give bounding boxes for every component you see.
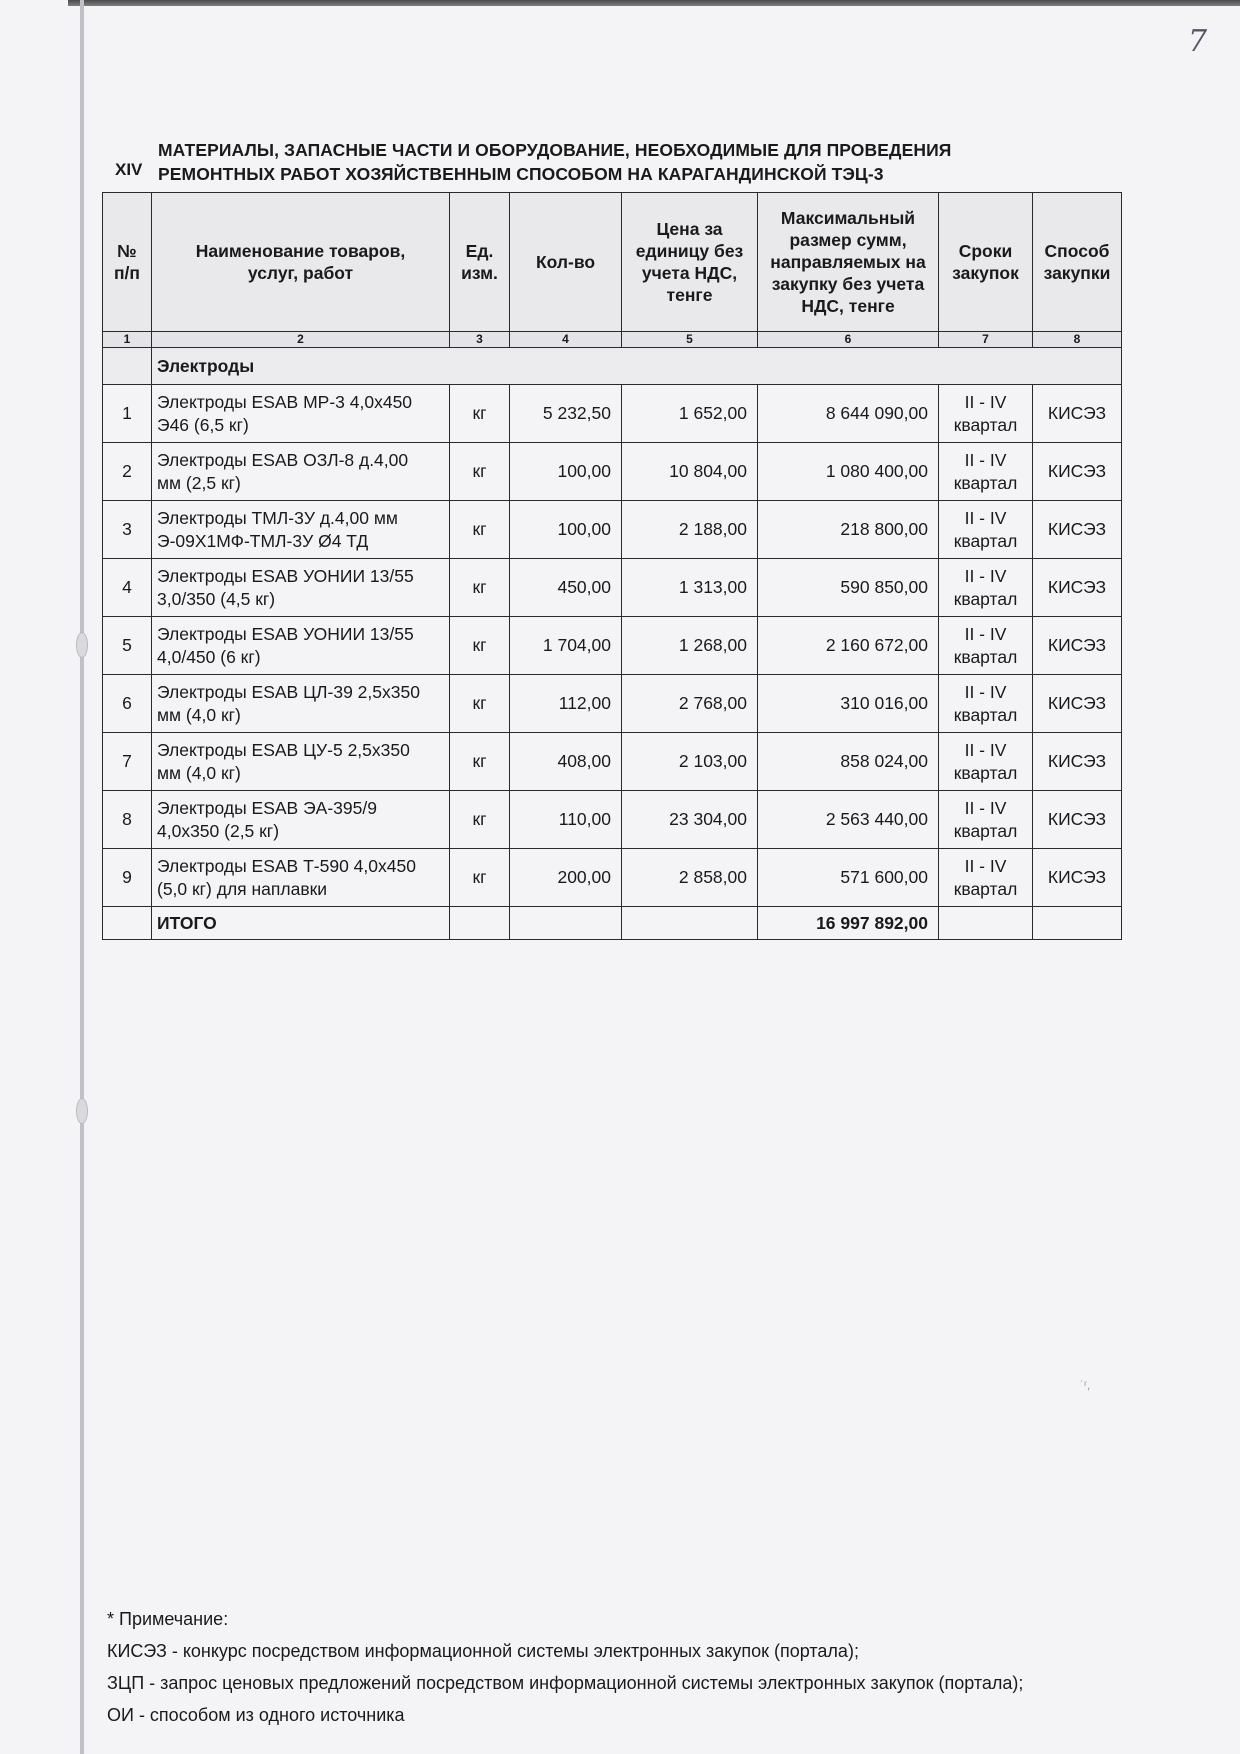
total-sum: 16 997 892,00 [758, 907, 939, 940]
item-sum: 571 600,00 [758, 849, 939, 907]
table-row [103, 849, 1122, 907]
item-name-line: 4,0х350 (2,5 кг) [157, 820, 280, 841]
item-price: 23 304,00 [622, 791, 758, 849]
item-method: КИСЭЗ [1033, 849, 1122, 907]
item-method: КИСЭЗ [1033, 791, 1122, 849]
column-number: 4 [510, 332, 622, 348]
header-period: Сроки закупок [939, 193, 1033, 332]
item-quantity: 100,00 [510, 443, 622, 501]
item-quantity: 1 704,00 [510, 617, 622, 675]
item-name-line: Электроды ESAB УОНИИ 13/55 [157, 565, 414, 586]
table-row [103, 617, 1122, 675]
scan-specks: ˙ʳ, [1080, 1378, 1091, 1392]
item-name-line: Электроды ESAB ОЗЛ-8 д.4,00 [157, 449, 409, 470]
item-name-line: 4,0/450 (6 кг) [157, 646, 261, 667]
row-number: 1 [103, 385, 152, 443]
item-sum: 2 160 672,00 [758, 617, 939, 675]
column-number: 3 [450, 332, 510, 348]
item-name [152, 733, 450, 791]
item-period: II - IV квартал [939, 849, 1033, 907]
table-row [103, 733, 1122, 791]
item-sum: 310 016,00 [758, 675, 939, 733]
row-number: 8 [103, 791, 152, 849]
materials-table [102, 192, 1122, 940]
item-name [152, 849, 450, 907]
row-number: 3 [103, 501, 152, 559]
item-quantity: 110,00 [510, 791, 622, 849]
punch-hole [76, 632, 88, 658]
item-sum: 1 080 400,00 [758, 443, 939, 501]
group-label: Электроды [152, 348, 1122, 385]
item-sum: 590 850,00 [758, 559, 939, 617]
table-row [103, 385, 1122, 443]
row-number: 4 [103, 559, 152, 617]
item-method: КИСЭЗ [1033, 733, 1122, 791]
header-unit-price: Цена за единицу без учета НДС, тенге [622, 193, 758, 332]
column-number: 5 [622, 332, 758, 348]
item-sum: 218 800,00 [758, 501, 939, 559]
item-price: 10 804,00 [622, 443, 758, 501]
item-name-line: мм (4,0 кг) [157, 704, 241, 725]
note-line: ЗЦП - запрос ценовых предложений посредством информационной системы электронных закупок (портала); [107, 1673, 1024, 1693]
item-unit: кг [450, 385, 510, 443]
item-name-line: Электроды ESAB ЦУ-5 2,5х350 [157, 739, 410, 760]
item-unit: кг [450, 675, 510, 733]
item-unit: кг [450, 733, 510, 791]
page-top-edge [68, 0, 1240, 6]
item-method: КИСЭЗ [1033, 675, 1122, 733]
row-number: 5 [103, 617, 152, 675]
header-number: № п/п [103, 193, 152, 332]
header-max-sum: Максимальный размер сумм, направляемых на закупку без учета НДС, тенге [758, 193, 939, 332]
item-name-line: мм (2,5 кг) [157, 472, 241, 493]
item-period: II - IV квартал [939, 501, 1033, 559]
total-label: ИТОГО [152, 907, 450, 940]
section-title [158, 138, 1058, 186]
table-row [103, 501, 1122, 559]
item-name [152, 675, 450, 733]
table-row [103, 443, 1122, 501]
item-name-line: мм (4,0 кг) [157, 762, 241, 783]
item-sum: 2 563 440,00 [758, 791, 939, 849]
column-number: 1 [103, 332, 152, 348]
item-quantity: 112,00 [510, 675, 622, 733]
header-method: Способ закупки [1033, 193, 1122, 332]
item-quantity: 200,00 [510, 849, 622, 907]
item-name [152, 501, 450, 559]
page-left-edge [80, 0, 84, 1754]
item-name-line: Электроды ESAB ЦЛ-39 2,5х350 [157, 681, 420, 702]
total-row [103, 907, 1122, 940]
item-method: КИСЭЗ [1033, 443, 1122, 501]
item-name [152, 385, 450, 443]
column-number: 8 [1033, 332, 1122, 348]
item-sum: 858 024,00 [758, 733, 939, 791]
table-row [103, 791, 1122, 849]
item-price: 1 652,00 [622, 385, 758, 443]
item-period: II - IV квартал [939, 791, 1033, 849]
item-name [152, 617, 450, 675]
item-period: II - IV квартал [939, 385, 1033, 443]
header-unit: Ед. изм. [450, 193, 510, 332]
item-unit: кг [450, 559, 510, 617]
section-number: XIV [115, 160, 143, 179]
item-price: 2 103,00 [622, 733, 758, 791]
header-name: Наименование товаров, услуг, работ [152, 193, 450, 332]
item-name-line: Электроды ESAB Т-590 4,0х450 [157, 855, 416, 876]
item-unit: кг [450, 791, 510, 849]
item-price: 1 313,00 [622, 559, 758, 617]
item-name-line: (5,0 кг) для наплавки [157, 878, 328, 899]
table-row [103, 675, 1122, 733]
item-name-line: Электроды ТМЛ-3У д.4,00 мм [157, 507, 398, 528]
note-line: ОИ - способом из одного источника [107, 1705, 405, 1725]
item-period: II - IV квартал [939, 443, 1033, 501]
column-number: 2 [152, 332, 450, 348]
item-sum: 8 644 090,00 [758, 385, 939, 443]
item-name-line: Электроды ESAB МР-3 4,0х450 [157, 391, 413, 412]
item-unit: кг [450, 849, 510, 907]
column-number: 7 [939, 332, 1033, 348]
item-name [152, 559, 450, 617]
header-quantity: Кол-во [510, 193, 622, 332]
section-title-line: МАТЕРИАЛЫ, ЗАПАСНЫЕ ЧАСТИ И ОБОРУДОВАНИЕ, НЕОБХОДИМЫЕ ДЛЯ ПРОВЕДЕНИЯ [158, 140, 952, 160]
item-period: II - IV квартал [939, 675, 1033, 733]
item-name [152, 443, 450, 501]
item-quantity: 408,00 [510, 733, 622, 791]
item-quantity: 5 232,50 [510, 385, 622, 443]
item-quantity: 100,00 [510, 501, 622, 559]
item-price: 2 768,00 [622, 675, 758, 733]
handwritten-page-number: 7 [1188, 24, 1208, 59]
group-row [103, 348, 1122, 385]
item-period: II - IV квартал [939, 559, 1033, 617]
item-method: КИСЭЗ [1033, 617, 1122, 675]
footnotes [107, 1603, 1023, 1731]
item-method: КИСЭЗ [1033, 559, 1122, 617]
row-number: 6 [103, 675, 152, 733]
item-name-line: Электроды ESAB УОНИИ 13/55 [157, 623, 414, 644]
item-unit: кг [450, 501, 510, 559]
punch-hole [76, 1098, 88, 1124]
note-line: КИСЭЗ - конкурс посредством информационной системы электронных закупок (портала); [107, 1641, 859, 1661]
row-number: 7 [103, 733, 152, 791]
item-method: КИСЭЗ [1033, 501, 1122, 559]
item-quantity: 450,00 [510, 559, 622, 617]
item-name-line: Электроды ESAB ЭА-395/9 [157, 797, 377, 818]
row-number: 9 [103, 849, 152, 907]
item-name-line: Э-09Х1МФ-ТМЛ-3У Ø4 ТД [157, 530, 369, 551]
item-unit: кг [450, 443, 510, 501]
item-name-line: 3,0/350 (4,5 кг) [157, 588, 276, 609]
table-body [103, 385, 1122, 907]
item-price: 2 188,00 [622, 501, 758, 559]
table-header-row [103, 193, 1122, 332]
item-unit: кг [450, 617, 510, 675]
table-row [103, 559, 1122, 617]
section-title-line: РЕМОНТНЫХ РАБОТ ХОЗЯЙСТВЕННЫМ СПОСОБОМ НА КАРАГАНДИНСКОЙ ТЭЦ-3 [158, 164, 884, 184]
item-price: 2 858,00 [622, 849, 758, 907]
row-number: 2 [103, 443, 152, 501]
column-number-row [103, 332, 1122, 348]
item-name-line: Э46 (6,5 кг) [157, 414, 249, 435]
item-period: II - IV квартал [939, 733, 1033, 791]
item-method: КИСЭЗ [1033, 385, 1122, 443]
item-price: 1 268,00 [622, 617, 758, 675]
column-number: 6 [758, 332, 939, 348]
item-name [152, 791, 450, 849]
note-heading: * Примечание: [107, 1609, 229, 1629]
item-period: II - IV квартал [939, 617, 1033, 675]
